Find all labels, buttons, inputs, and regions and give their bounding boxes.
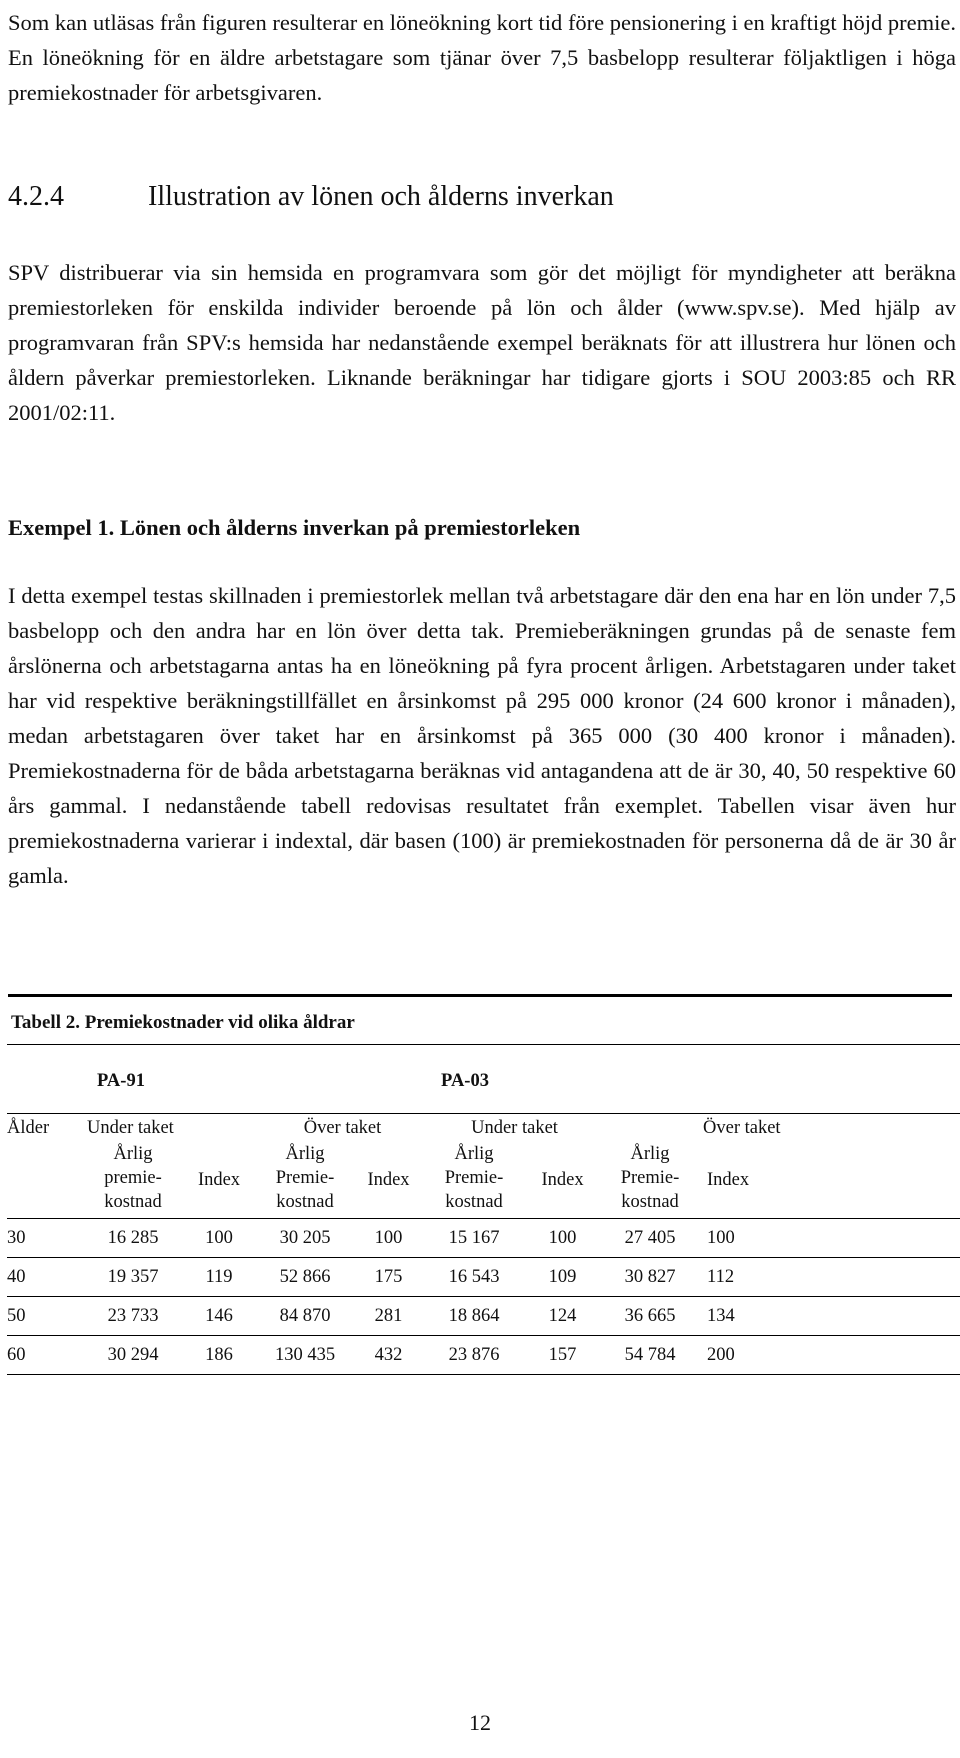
value-cell: 119 [179, 1258, 259, 1297]
value-cell: 18 864 [426, 1297, 522, 1336]
value-cell: 281 [351, 1297, 426, 1336]
index-header: Index [707, 1170, 750, 1190]
value-cell: 200 [697, 1336, 960, 1375]
value-cell: 157 [522, 1336, 603, 1375]
section-number: 4.2.4 [8, 181, 64, 212]
age-cell: 50 [7, 1297, 87, 1336]
value-cell: 30 205 [259, 1219, 351, 1258]
premium-table [7, 1044, 960, 1375]
value-cell: 23 733 [87, 1297, 179, 1336]
table-system-row [7, 1045, 960, 1114]
value-cell: 112 [697, 1258, 960, 1297]
cost-header: Årlig Premie- kostnad [620, 1144, 680, 1212]
age-cell: 60 [7, 1336, 87, 1375]
value-cell: 146 [179, 1297, 259, 1336]
section-title: Illustration av lönen och ålderns inverkan [148, 181, 614, 212]
value-cell: 432 [351, 1336, 426, 1375]
system-pa91: PA-91 [87, 1045, 426, 1114]
value-cell: 36 665 [603, 1297, 697, 1336]
table-top-rule [8, 994, 952, 997]
value-cell: 30 827 [603, 1258, 697, 1297]
value-cell: 15 167 [426, 1219, 522, 1258]
section-heading [8, 181, 614, 213]
value-cell: 186 [179, 1336, 259, 1375]
table-row [7, 1297, 960, 1336]
value-cell: 27 405 [603, 1219, 697, 1258]
value-cell: 124 [522, 1297, 603, 1336]
section-paragraph: SPV distribuerar via sin hemsida en programvara som gör det möjligt för myndigheter att beräkna premiestorleken för enskilda individer beroende på lön och ålder (www.spv.se). Med hjälp av programvaran från SPV:s hemsida har nedanstående exempel beräknats för att illustrera hur lönen och åldern påverkar premiestorleken. Liknande beräkningar har tidigare gjorts i SOU 2003:85 och RR 2001/02:11. [8, 260, 956, 425]
value-cell: 23 876 [426, 1336, 522, 1375]
cost-header: Årlig Premie- kostnad [444, 1144, 504, 1212]
age-cell: 30 [7, 1219, 87, 1258]
value-cell: 175 [351, 1258, 426, 1297]
value-cell: 134 [697, 1297, 960, 1336]
intro-paragraph: Som kan utläsas från figuren resulterar en löneökning kort tid före pensionering i en kraftigt höjd premie. En löneökning för en äldre arbetstagare som tjänar över 7,5 basbelopp resulterar följaktligen i höga premiekostnader för arbetsgivaren. [8, 10, 956, 105]
value-cell: 109 [522, 1258, 603, 1297]
value-cell: 100 [522, 1219, 603, 1258]
table-group-row [7, 1114, 960, 1143]
system-pa03: PA-03 [426, 1045, 960, 1114]
value-cell: 130 435 [259, 1336, 351, 1375]
value-cell: 54 784 [603, 1336, 697, 1375]
age-header: Ålder [7, 1114, 87, 1143]
index-header: Index [367, 1170, 410, 1190]
table-row [7, 1258, 960, 1297]
value-cell: 52 866 [259, 1258, 351, 1297]
value-cell: 100 [351, 1219, 426, 1258]
cost-header: Årlig Premie- kostnad [275, 1144, 335, 1212]
value-cell: 30 294 [87, 1336, 179, 1375]
table-caption: Tabell 2. Premiekostnader vid olika åldrar [11, 1012, 355, 1033]
value-cell: 19 357 [87, 1258, 179, 1297]
cost-header: Årlig premie- kostnad [104, 1144, 162, 1212]
value-cell: 100 [697, 1219, 960, 1258]
group-header: Över taket [259, 1114, 426, 1143]
value-cell: 16 543 [426, 1258, 522, 1297]
group-header: Över taket [603, 1114, 960, 1143]
value-cell: 100 [179, 1219, 259, 1258]
table-subheader-row [7, 1142, 960, 1219]
example-paragraph: I detta exempel testas skillnaden i premiestorlek mellan två arbetstagare där den ena har en lön under 7,5 basbelopp och den andra har en lön över detta tak. Premieberäkningen grundas på de senaste fem årslönerna och arbetstagarna antas ha en löneökning på fyra procent årligen. Arbetstagaren under taket har vid respektive beräkningstillfället en årsinkomst på 295 000 kronor (24 600 kronor i månaden), medan arbetstagaren över taket har en årsinkomst på 365 000 (30 400 kronor i månaden). Premiekostnaderna för de båda arbetstagarna beräknas vid antagandena att de är 30, 40, 50 respektive 60 års gammal. I nedanstående tabell redovisas resultatet från exemplet. Tabellen visar även hur premiekostnaderna varierar i indextal, där basen (100) är premiekostnaden för personerna då de är 30 år gamla. [8, 583, 956, 888]
age-cell: 40 [7, 1258, 87, 1297]
index-header: Index [541, 1170, 584, 1190]
value-cell: 16 285 [87, 1219, 179, 1258]
index-header: Index [197, 1170, 241, 1190]
table-row [7, 1219, 960, 1258]
group-header: Under taket [87, 1114, 259, 1143]
group-header: Under taket [426, 1114, 603, 1143]
table-row [7, 1336, 960, 1375]
value-cell: 84 870 [259, 1297, 351, 1336]
page-number: 12 [469, 1710, 491, 1735]
example-title: Exempel 1. Lönen och ålderns inverkan på premiestorleken [8, 515, 581, 540]
